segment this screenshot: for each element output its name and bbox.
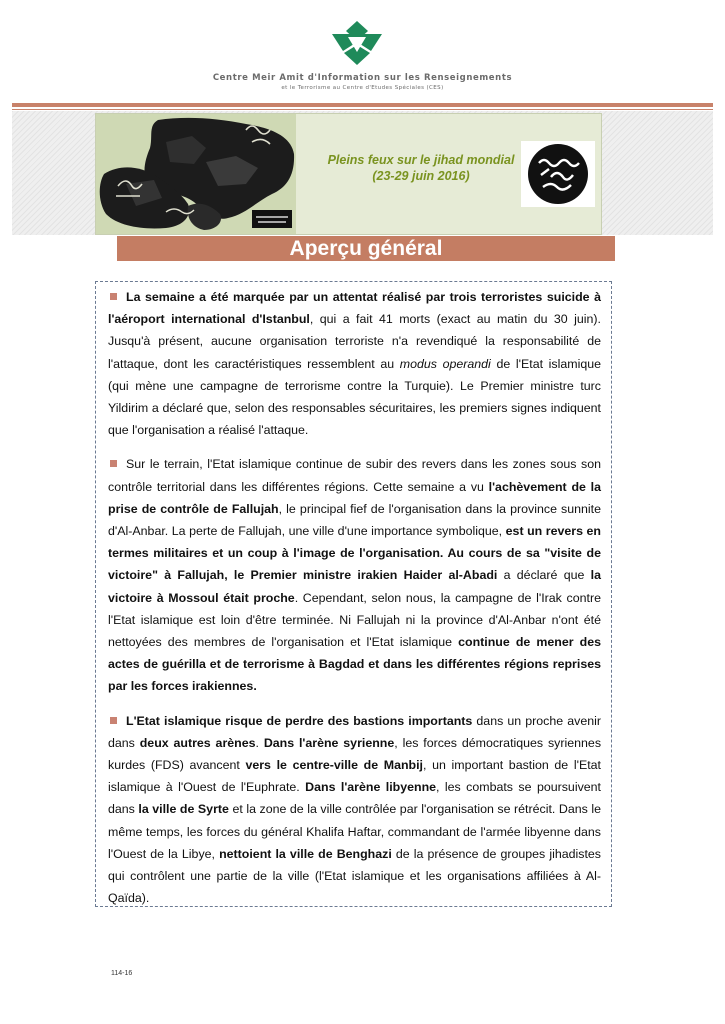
text-run: Sur le terrain, l'Etat islamique continue de subir des revers dans les zones sous son contrôle territorial dans les différentes régions. Cette semaine a vu: [108, 457, 601, 494]
text-run: et la zone de la ville contrôlée par l'organisation se rétrécit. Dans le même temps, les forces du général Khalifa Haftar, commandant de l'armée libyenne dans l'Ouest de la Libye,: [108, 802, 601, 861]
bold-text: est un revers en termes militaires et un coup à l'image de l'organisation. Au cours de sa "visite de victoire" à Fallujah, le Premier ministre irakien Haider al-Abadi: [108, 524, 601, 583]
bold-text: continue de mener des actes de guérilla et de terrorisme à Bagdad et dans les différentes régions reprises par les forces irakiennes.: [108, 635, 601, 694]
text-run: a déclaré que: [497, 568, 591, 583]
page-code: 114-16: [111, 970, 133, 977]
banner-title-line1: Pleins feux sur le jihad mondial: [327, 153, 515, 167]
header-rule: [12, 103, 713, 107]
paragraph: [108, 453, 601, 697]
bullet-icon: [110, 460, 117, 467]
org-name: Centre Meir Amit d'Information sur les Renseignements: [212, 73, 513, 83]
text-run: de l'Etat islamique (qui mène une campagne de terrorisme contre la Turquie). Le Premier ministre turc Yildirim a déclaré que, selon des responsables sécuritaires, les premiers signes indiquent que l'organisation a réalisé l'attaque.: [108, 356, 602, 438]
org-subtitle: et le Terrorisme au Centre d'Etudes Spéciales (CES): [281, 85, 444, 91]
bold-text: la victoire à Mossoul était proche: [108, 568, 601, 605]
bold-text: L'Etat islamique risque de perdre des bastions importants: [126, 713, 473, 728]
text-run: .: [255, 735, 264, 750]
bold-text: nettoient la ville de Benghazi: [219, 846, 392, 861]
meir-amit-center-logo: [330, 20, 384, 66]
header-rule-thin: [12, 109, 713, 110]
text-run: , qui a fait 41 morts (exact au matin du 30 juin). Jusqu'à présent, aucune organisation terroriste n'a revendiqué la responsabilité de l'attaque, dont les caractéristiques ressemblent au: [108, 312, 601, 371]
banner: [95, 113, 602, 235]
italic-text: modus operandi: [399, 356, 491, 371]
black-flag-seal: [521, 141, 595, 207]
banner-title: [301, 152, 541, 184]
section-title: Aperçu général: [117, 236, 615, 261]
text-run: . Cependant, selon nous, la campagne de l'Irak contre l'Etat islamique est loin d'être terminée. Ni Fallujah ni la province d'Al-Anbar n'ont été nettoyées des membres de l'organisation et l'Etat islamique: [108, 590, 601, 650]
bold-text: vers le centre-ville de Manbij: [245, 758, 423, 773]
bold-text: la ville de Syrte: [138, 802, 229, 817]
bullet-icon: [110, 293, 117, 300]
paragraph: [108, 710, 601, 910]
bold-text: Dans l'arène libyenne: [305, 780, 437, 795]
bold-text: Dans l'arène syrienne: [263, 735, 395, 750]
bold-text: La semaine a été marquée par un attentat réalisé par trois terroristes suicide à l'aéroport international d'Istanbul: [108, 290, 601, 327]
text-run: , les combats se poursuivent dans: [108, 780, 601, 817]
jihad-world-map-illustration: [96, 114, 296, 234]
text-run: , le principal fief de l'organisation dans la province sunnite d'Al-Anbar. La perte de Fallujah, une ville d'une importance symbolique,: [108, 501, 602, 539]
bullet-icon: [110, 717, 117, 724]
text-run: de la présence de groupes jihadistes qui contrôlent une partie de la ville (l'Etat islamique et les organisations affiliées à Al-Qaïda).: [108, 846, 602, 906]
text-run: dans un proche avenir dans: [108, 713, 601, 750]
bold-text: deux autres arènes: [139, 735, 256, 750]
banner-title-line2: (23-29 juin 2016): [372, 169, 470, 183]
bold-text: l'achèvement de la prise de contrôle de Fallujah: [108, 479, 601, 516]
content-box: [95, 281, 612, 907]
text-run: , un important bastion de l'Etat islamique à l'Ouest de l'Euphrate.: [108, 758, 601, 795]
text-run: , les forces démocratiques syriennes kurdes (FDS) avancent: [108, 735, 602, 773]
paragraph: [108, 286, 601, 441]
